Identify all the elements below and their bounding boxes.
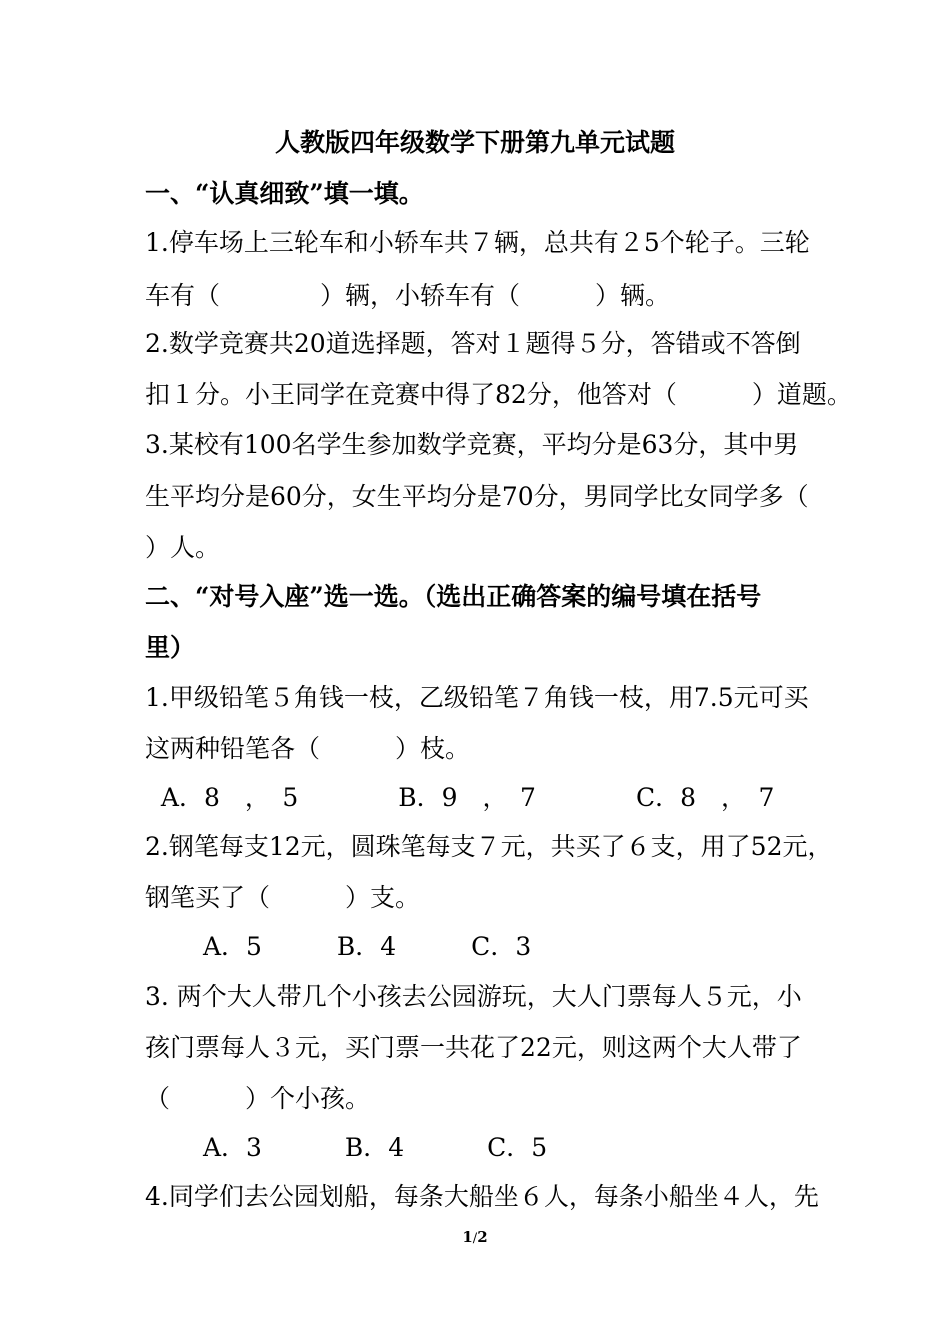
s2-q3-line2: 孩门票每人３元，买门票一共花了22元，则这两个大人带了 [145, 1033, 802, 1062]
s2-q1-line2: 这两种铅笔各（ ）枝。 [145, 734, 471, 763]
s2-q4-line1: 4.同学们去公园划船，每条大船坐６人，每条小船坐４人，先 [145, 1182, 819, 1211]
s1-q1-line1: 1.停车场上三轮车和小轿车共７辆，总共有２5个轮子。三轮 [145, 228, 810, 257]
section2-heading-line2: 里） [145, 633, 196, 662]
page-total: 2 [477, 1228, 488, 1246]
page-number [0, 1228, 950, 1246]
s2-q2-options: A．5 B．4 C．3 [145, 932, 532, 961]
s1-q1-line2: 车有（ ）辆，小轿车有（ ）辆。 [145, 281, 671, 310]
section2-heading-line1: 二、“对号入座”选一选。（选出正确答案的编号填在括号 [145, 582, 762, 611]
s2-q3-line1: 3. 两个大人带几个小孩去公园游玩，大人门票每人５元，小 [145, 982, 802, 1011]
s2-q2-line2: 钢笔买了（ ）支。 [145, 883, 421, 912]
s1-q2-line1: 2.数学竞赛共20道选择题，答对１题得５分，答错或不答倒 [145, 329, 801, 358]
s2-q1-line1: 1.甲级铅笔５角钱一枝，乙级铅笔７角钱一枝，用7.5元可买 [145, 683, 809, 712]
s2-q3-line3: （ ）个小孩。 [145, 1084, 371, 1113]
s1-q2-line2: 扣１分。小王同学在竞赛中得了82分，他答对（ ）道题。 [145, 380, 852, 409]
page-separator: / [472, 1231, 478, 1246]
s2-q1-options: A．8 ， 5 B．9 ， 7 C．8 ， 7 [145, 783, 775, 812]
s2-q3-options: A．3 B．4 C．5 [145, 1133, 548, 1162]
s1-q3-line2: 生平均分是60分，女生平均分是70分，男同学比女同学多（ [145, 482, 809, 511]
s1-q3-line3: ）人。 [145, 533, 221, 562]
page-title: 人教版四年级数学下册第九单元试题 [274, 128, 675, 157]
section1-heading: 一、“认真细致”填一填。 [145, 179, 424, 208]
page-current: 1 [462, 1228, 473, 1246]
s1-q3-line1: 3.某校有100名学生参加数学竞赛，平均分是63分，其中男 [145, 430, 799, 459]
s2-q2-line1: 2.钢笔每支12元，圆珠笔每支７元，共买了６支，用了52元， [145, 832, 833, 861]
